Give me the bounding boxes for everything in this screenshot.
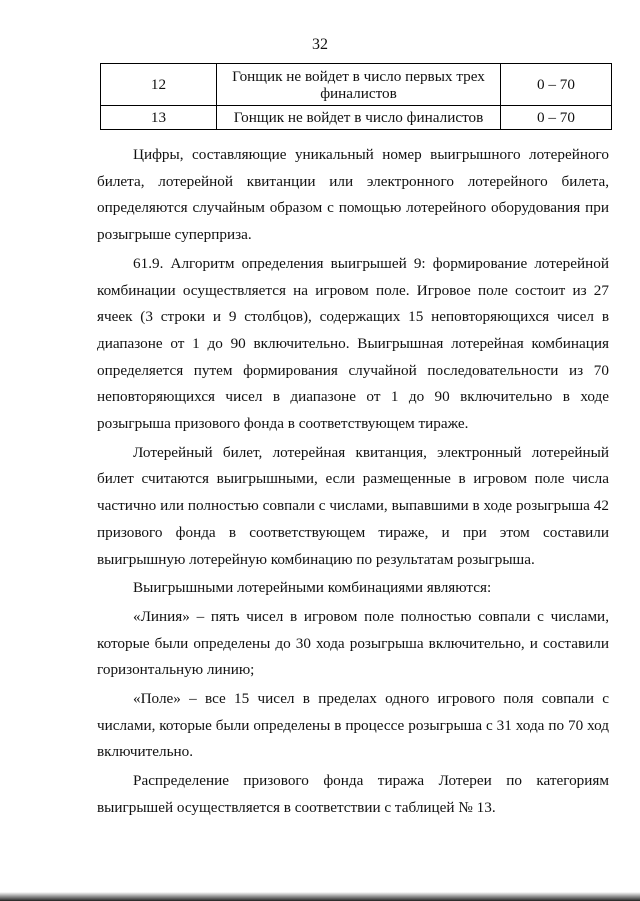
table-cell-number: 13 <box>101 106 217 130</box>
page-number: 32 <box>312 36 328 53</box>
paragraph-winning-number: Цифры, составляющие уникальный номер выигрышного лотерейного билета, лотерейной квитанции или электронного лотерейного билета, определяются случайным образом с помощью лотерейного оборудования при розыгрыше суперприза. <box>97 146 609 244</box>
paragraph-combinations-intro: Выигрышными лотерейными комбинациями являются: <box>133 579 492 597</box>
paragraph-prize-distribution: Распределение призового фонда тиража Лотереи по категориям выигрышей осуществляется в соответствии с таблицей № 13. <box>97 772 609 816</box>
table-cell-description: Гонщик не войдет в число первых трех финалистов <box>217 64 501 106</box>
table-cell-range: 0 – 70 <box>501 64 612 106</box>
scan-edge <box>0 892 640 901</box>
paragraph-line-combination: «Линия» – пять чисел в игровом поле полностью совпали с числами, которые были определены до 30 хода розыгрыша включительно, и составили горизонтальную линию; <box>97 607 609 679</box>
paragraph-field-combination: «Поле» – все 15 чисел в пределах одного игрового поля совпали с числами, которые были определены в процессе розыгрыша с 31 хода по 70 ход включительно. <box>97 690 609 761</box>
table-cell-range: 0 – 70 <box>501 106 612 130</box>
table-row <box>101 64 612 106</box>
paragraph-winning-conditions: Лотерейный билет, лотерейная квитанция, электронный лотерейный билет считаются выигрышными, если размещенные в игровом поле числа частично или полностью совпали с числами, выпавшими в ходе розыгрыша 42 призового фонда в соответствующем тираже, и при этом составили выигрышную лотерейную комбинацию по результатам розыгрыша. <box>97 443 609 568</box>
prize-table <box>100 63 612 130</box>
paragraph-algorithm-9: 61.9. Алгоритм определения выигрышей 9: формирование лотерейной комбинации осуществляется на игровом поле. Игровое поле состоит из 27 ячеек (3 строки и 9 столбцов), содержащих 15 неповторяющихся чисел в диапазоне от 1 до 90 включительно. Выигрышная лотерейная комбинация определяется путем формирования случайной последовательности из 70 неповторяющихся чисел в диапазоне от 1 до 90 включительно в ходе розыгрыша призового фонда в соответствующем тираже. <box>97 254 609 433</box>
table-row <box>101 106 612 130</box>
body-text <box>97 142 609 824</box>
table-cell-number: 12 <box>101 64 217 106</box>
table-cell-description: Гонщик не войдет в число финалистов <box>217 106 501 130</box>
